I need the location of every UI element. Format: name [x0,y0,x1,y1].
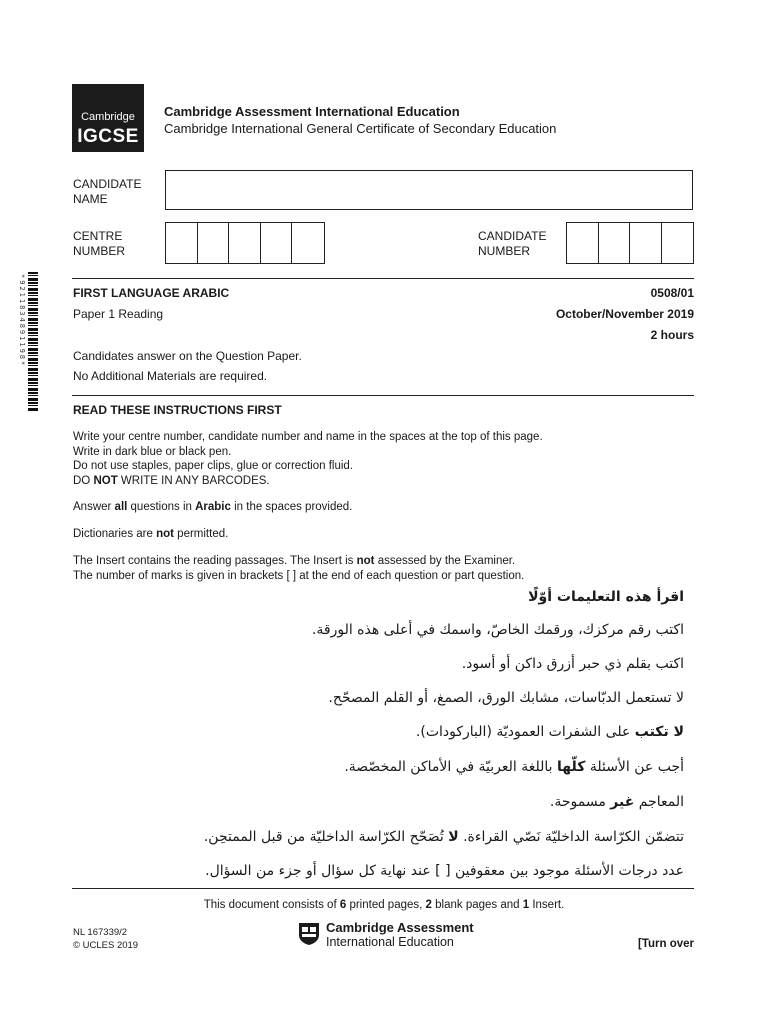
instruction-line: Do not use staples, paper clips, glue or correction fluid. [73,460,353,472]
materials-note: No Additional Materials are required. [73,369,268,383]
centre-number-cell[interactable] [229,223,261,263]
arabic-line-5: أجب عن الأسئلة كلّها باللغة العربيّة في الأماكن المخصّصة. [344,759,684,775]
arabic-line-4: لا تكتب على الشفرات العموديّة (الباركودات). [415,724,684,740]
subject-title: FIRST LANGUAGE ARABIC [73,286,230,300]
candidate-number-label: CANDIDATE NUMBER [478,229,547,258]
instructions-heading: READ THESE INSTRUCTIONS FIRST [73,403,282,417]
instructions-block [73,430,543,488]
arabic-line-6: المعاجم غير مسموحة. [549,794,684,810]
divider [72,888,694,889]
candidate-number-cell[interactable] [662,223,693,263]
cambridge-igcse-logo [72,84,144,152]
instruction-marks: The number of marks is given in brackets [ ] at the end of each question or part question. [73,569,525,582]
centre-number-cell[interactable] [292,223,324,263]
arabic-line-3: لا تستعمل الدبّاسات، مشابك الورق، الصمغ، أو القلم المصحّح. [328,690,684,706]
ref-code: NL 167339/2 [73,927,128,938]
candidate-number-cell[interactable] [599,223,631,263]
exam-duration: 2 hours [650,328,694,342]
barcode-digits: *9211834891198* [18,274,26,368]
candidate-number-cell[interactable] [567,223,599,263]
logo-line-2: IGCSE [77,126,139,147]
answer-note: Candidates answer on the Question Paper. [73,349,302,363]
paper-component: Paper 1 Reading [73,307,164,321]
arabic-line-1: اكتب رقم مركزك، ورقمك الخاصّ، واسمك في أعلى هذه الورقة. [311,622,684,638]
org-name: Cambridge Assessment International Education [164,104,460,119]
barcode [28,272,38,412]
document-reference [73,926,138,952]
candidate-number-cell[interactable] [630,223,662,263]
centre-number-cell[interactable] [261,223,293,263]
paper-code: 0508/01 [650,286,694,300]
shield-icon [298,922,320,946]
arabic-line-8: عدد درجات الأسئلة موجود بين معقوفين [ ] عند نهاية كل سؤال أو جزء من السؤال. [205,863,684,879]
instruction-line: Write in dark blue or black pen. [73,445,232,458]
centre-number-cell[interactable] [198,223,230,263]
candidate-name-box[interactable] [165,170,693,210]
logo-line-1: Cambridge [81,111,135,123]
page-count-note: This document consists of 6 printed pages, 2 blank pages and 1 Insert. [203,899,565,911]
turn-over-note: [Turn over [637,938,694,950]
instruction-dictionaries: Dictionaries are not permitted. [73,528,229,540]
instruction-answer: Answer all questions in Arabic in the spaces provided. [73,501,353,513]
qualification-name: Cambridge International General Certificate of Secondary Education [164,121,557,136]
centre-number-label: CENTRE NUMBER [73,229,126,258]
divider [72,278,694,279]
instruction-line: Write your centre number, candidate number and name in the spaces at the top of this page. [73,431,543,443]
candidate-name-label: CANDIDATE NAME [73,177,142,206]
centre-number-cell[interactable] [166,223,198,263]
exam-session: October/November 2019 [555,307,694,321]
brand-line-1: Cambridge Assessment [326,920,474,935]
brand-line-2: International Education [326,935,454,949]
instruction-insert: The Insert contains the reading passages. The Insert is not assessed by the Examiner. The number of marks is given in brackets [ ] at the end of each question or part question. [73,555,525,582]
copyright: © UCLES 2019 [73,940,139,951]
divider [72,395,694,396]
arabic-line-7: تتضمّن الكرّاسة الداخليّة نَصّي القراءة. لا تُصَحّح الكرّاسة الداخليّة من قبل الممتحِن. [203,829,684,845]
centre-number-boxes[interactable] [165,222,325,264]
candidate-number-boxes[interactable] [566,222,694,264]
arabic-line-2: اكتب بقلم ذي حبر أزرق داكن أو أسود. [461,656,684,672]
arabic-heading: اقرأ هذه التعليمات أوّلًا [528,589,684,605]
instruction-line: DO NOT WRITE IN ANY BARCODES. [73,474,270,487]
